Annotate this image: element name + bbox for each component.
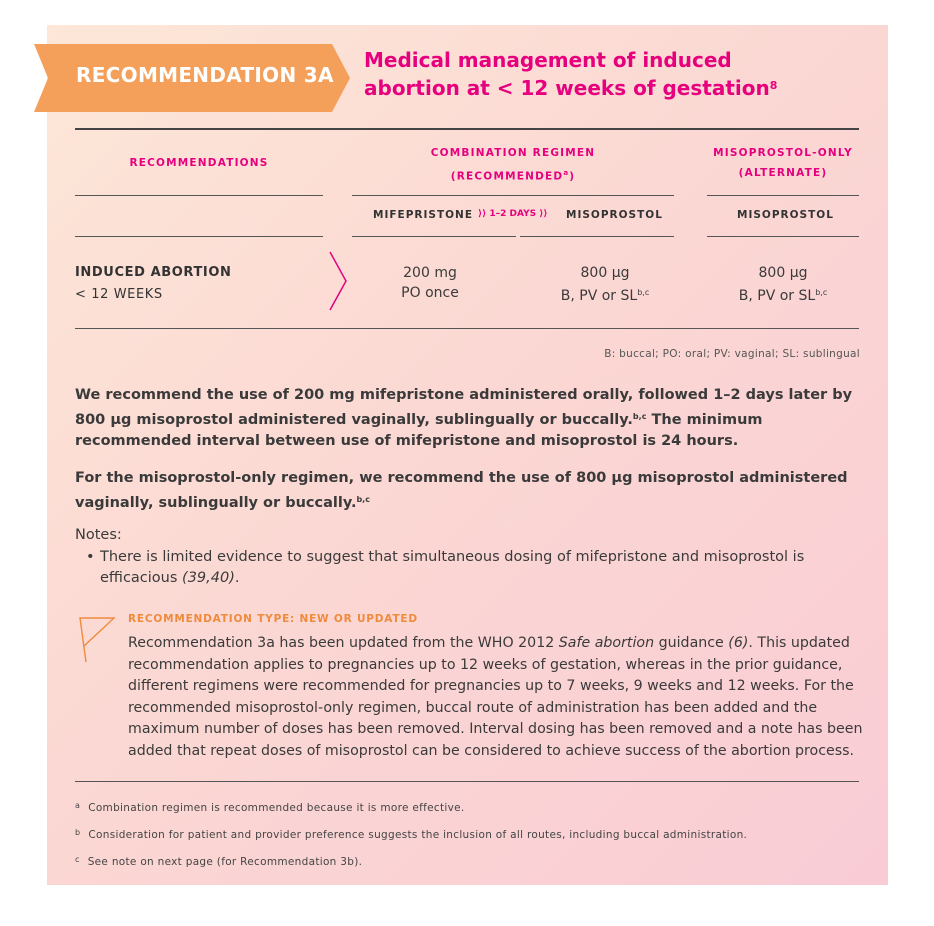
subheader-rule-2b: [520, 236, 674, 237]
row-label: INDUCED ABORTION < 12 WEEKS: [75, 265, 232, 302]
header-misoprostol-only: MISOPROSTOL-ONLY (ALTERNATE): [713, 147, 853, 179]
row-chevron-icon: [328, 250, 350, 312]
abbreviations-legend: B: buccal; PO: oral; PV: vaginal; SL: sublingual: [604, 348, 860, 360]
header-rule-2: [352, 195, 674, 196]
subheader-mifepristone: MIFEPRISTONE: [373, 209, 473, 221]
title-line-2: abortion at < 12 weeks of gestation$^8$: [364, 76, 778, 100]
recommendation-paragraph-2: For the misoprostol-only regimen, we recommend the use of 800 µg misoprostol administered vaginally, sublingually or buccally.$^{b,c}$: [75, 470, 848, 511]
notes-title: Notes:: [75, 527, 122, 543]
cell-misoprostol-alt: 800 µg B, PV or SL$^{b,c}$: [738, 265, 828, 304]
table-top-rule: [75, 128, 859, 130]
notes-bullet: • There is limited evidence to suggest that simultaneous dosing of mifepristone and misoprostol is efficacious (39,40).: [86, 549, 805, 586]
bullet-icon: •: [86, 549, 95, 565]
recommendation-type-label: RECOMMENDATION TYPE: NEW OR UPDATED: [128, 613, 418, 625]
header-rule-3: [707, 195, 859, 196]
page-title: [364, 47, 794, 101]
footnote-b: $^b$ Consideration for patient and provider preference suggests the inclusion of all routes, including buccal administration.: [75, 828, 748, 841]
title-line-1: Medical management of induced: [364, 48, 732, 72]
recommendation-paragraph-1: We recommend the use of 200 mg mifepristone administered orally, followed 1–2 days later by 800 µg misoprostol administered vaginally, sublingually or buccally.$^{b,c}$ The minimum recommended interval between use of mifepristone and misoprostol is 24 hours.: [75, 387, 853, 449]
cell-misoprostol: 800 µg B, PV or SL$^{b,c}$: [560, 265, 650, 304]
footnote-c: $^c$ See note on next page (for Recommendation 3b).: [75, 855, 363, 868]
chevron-right-icon: ⟩⟩: [539, 209, 548, 219]
header-recommendations: RECOMMENDATIONS: [129, 157, 269, 169]
header-combination: COMBINATION REGIMEN (RECOMMENDED$^a$): [430, 147, 596, 183]
footnote-a: $^a$ Combination regimen is recommended because it is more effective.: [75, 801, 465, 814]
recommendation-type-body: Recommendation 3a has been updated from the WHO 2012 Safe abortion guidance (6). This updated recommendation applies to pregnancies up to 12 weeks of gestation, whereas in the prior guidance, different regimens were recommended for pregnancies up to 7 weeks, 9 weeks and 12 weeks. For the recommended misoprostol-only regimen, buccal route of administration has been added and the maximum number of doses has been removed. Interval dosing has been removed and a note has been added that repeat doses of misoprostol can be considered to achieve success of the abortion process.: [128, 635, 863, 759]
cell-mifepristone: 200 mg PO once: [401, 265, 459, 301]
subheader-rule-1: [75, 236, 323, 237]
chevron-right-icon: ⟩⟩: [478, 209, 487, 219]
header-rule-1: [75, 195, 323, 196]
footnote-rule: [75, 781, 859, 782]
recommendation-banner: [34, 44, 350, 112]
subheader-rule-3: [707, 236, 859, 237]
interval-indicator: ⟩⟩ 1–2 DAYS ⟩⟩: [478, 209, 548, 219]
table-bottom-rule: [75, 328, 859, 329]
subheader-misoprostol-alt: MISOPROSTOL: [737, 209, 834, 221]
subheader-misoprostol: MISOPROSTOL: [566, 209, 663, 221]
subheader-rule-2a: [352, 236, 516, 237]
flag-icon: [78, 612, 118, 664]
banner-label: RECOMMENDATION 3A: [76, 63, 334, 87]
